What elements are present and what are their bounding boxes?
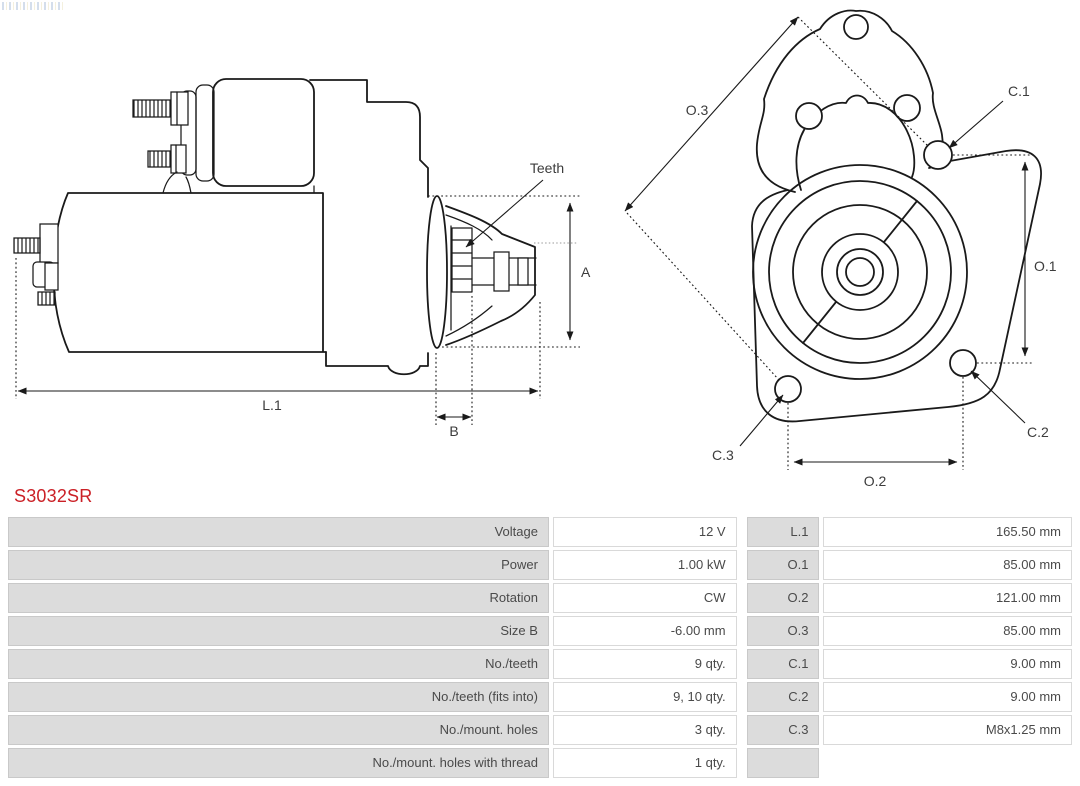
spec-table-row [8, 649, 1072, 679]
front-view-drawing [625, 11, 1057, 489]
spec-value-cell: 3 qty. [553, 715, 737, 745]
dim-label-l1: L.1 [262, 397, 282, 413]
terminal-stud [14, 238, 40, 253]
bell-hole-left [796, 103, 822, 129]
spec-value-cell: 12 V [553, 517, 737, 547]
solenoid-body [213, 79, 314, 186]
spec-dim-cell: 121.00 mm [823, 583, 1072, 613]
terminal-block [40, 224, 58, 263]
spec-table-row [8, 715, 1072, 745]
solenoid-stud-bottom [148, 151, 171, 167]
spec-code-cell [747, 748, 820, 778]
spec-label-cell: Voltage [8, 517, 549, 547]
spec-code-cell: C.3 [747, 715, 820, 745]
spec-label-cell: Rotation [8, 583, 549, 613]
spec-value-cell: 1 qty. [553, 748, 737, 778]
dim-label-o1: O.1 [1034, 258, 1057, 274]
spec-value-cell: 1.00 kW [553, 550, 737, 580]
spec-code-cell: O.3 [747, 616, 820, 646]
spec-value-cell: 9, 10 qty. [553, 682, 737, 712]
spec-dim-cell: 85.00 mm [823, 616, 1072, 646]
c1-leader-line [949, 101, 1003, 148]
spec-value-cell: CW [553, 583, 737, 613]
dim-label-teeth: Teeth [529, 160, 565, 176]
top-mount-hole [844, 15, 868, 39]
spec-table-row [8, 550, 1072, 580]
spec-table [8, 517, 1072, 781]
spec-dim-cell: 9.00 mm [823, 682, 1072, 712]
spec-code-cell: L.1 [747, 517, 820, 547]
spec-table-row [8, 517, 1072, 547]
dim-label-c1: C.1 [1008, 83, 1030, 99]
dim-label-o3: O.3 [685, 102, 709, 118]
mount-hole-c1 [924, 141, 952, 169]
shaft-bearing [494, 252, 509, 291]
c3-leader-line [740, 395, 783, 446]
spec-table-row [8, 583, 1072, 613]
spec-dim-cell [823, 748, 1072, 778]
pinion-gear [452, 228, 472, 292]
spec-table-row [8, 682, 1072, 712]
teeth-leader-line [466, 180, 543, 247]
spec-code-cell: C.1 [747, 649, 820, 679]
spec-code-cell: C.2 [747, 682, 820, 712]
dim-label-b: B [449, 423, 459, 439]
gear-housing-circles [753, 165, 967, 379]
spec-label-cell: Power [8, 550, 549, 580]
spec-label-cell: No./mount. holes [8, 715, 549, 745]
spec-code-cell: O.1 [747, 550, 820, 580]
dim-label-c3: C.3 [712, 447, 734, 463]
spec-dim-cell: 85.00 mm [823, 550, 1072, 580]
dim-label-c2: C.2 [1027, 424, 1049, 440]
spec-table-row [8, 616, 1072, 646]
dim-label-o2: O.2 [863, 473, 887, 489]
solenoid-stud-top [133, 100, 171, 117]
spec-dim-cell: 9.00 mm [823, 649, 1072, 679]
side-view-drawing [14, 79, 591, 439]
spec-label-cell: Size B [8, 616, 549, 646]
spec-value-cell: 9 qty. [553, 649, 737, 679]
spec-label-cell: No./teeth [8, 649, 549, 679]
drive-face-ring [427, 196, 447, 348]
spec-dim-cell: 165.50 mm [823, 517, 1072, 547]
spec-table-row [8, 748, 1072, 778]
part-number: S3032SR [14, 486, 93, 506]
spec-dim-cell: M8x1.25 mm [823, 715, 1072, 745]
terminal-stud-small [38, 292, 55, 305]
spec-code-cell: O.2 [747, 583, 820, 613]
bell-hole-right [894, 95, 920, 121]
spec-label-cell: No./teeth (fits into) [8, 682, 549, 712]
spec-value-cell: -6.00 mm [553, 616, 737, 646]
dim-label-a: A [581, 264, 591, 280]
spec-label-cell: No./mount. holes with thread [8, 748, 549, 778]
